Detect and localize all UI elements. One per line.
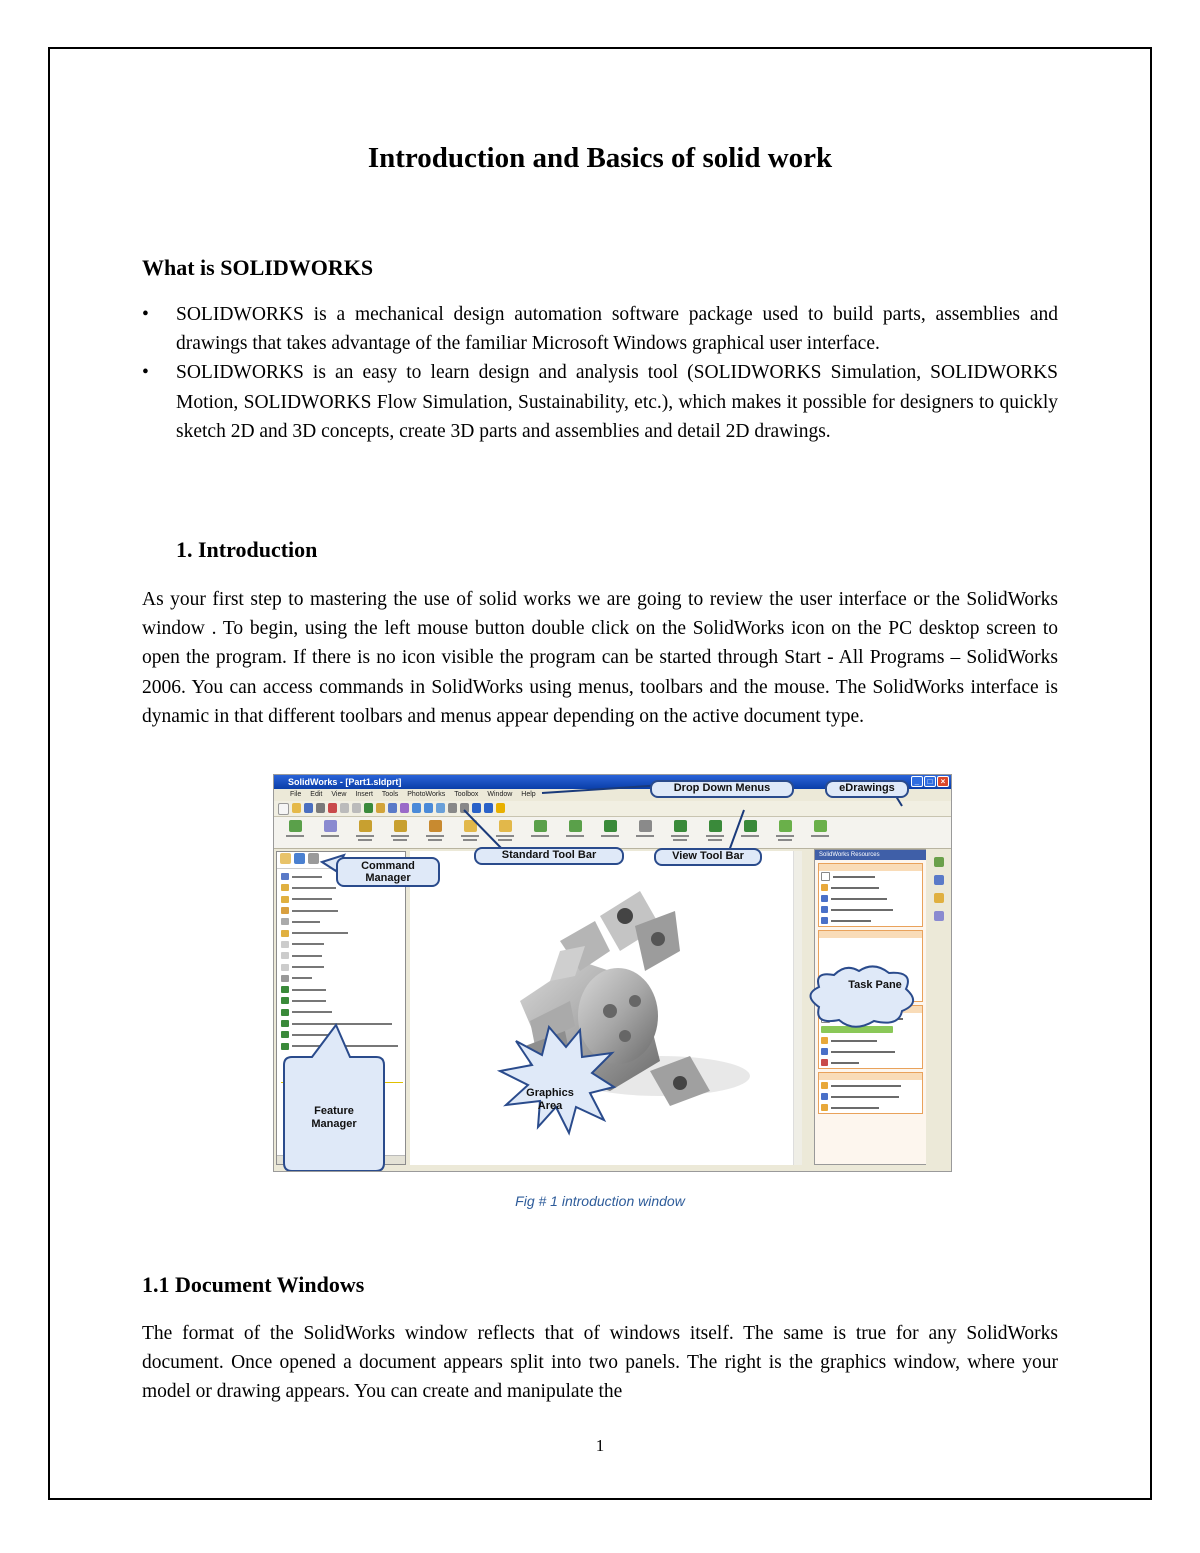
page-title: Introduction and Basics of solid work [367, 142, 833, 174]
task-pane-title: SolidWorks Resources [815, 850, 926, 860]
bullet-glyph: • [142, 304, 149, 325]
menu-edit: Edit [310, 791, 323, 798]
bullet-text: SOLIDWORKS is a mechanical design automation software package used to build parts, assemblies and drawings that takes advantage of the familiar Microsoft Windows graphical user interface. [176, 304, 1058, 355]
menu-photoworks: PhotoWorks [407, 791, 446, 798]
callout-graphics-area: Graphics Area [526, 1087, 574, 1112]
document-windows-paragraph: The format of the SolidWorks window reflects that of windows itself. The same is true for any SolidWorks document. Once opened a document appears split into two panels. The right is the graphics window, where your model or drawing appears. You can create and manipulate the [142, 1323, 1058, 1403]
window-title: SolidWorks - [Part1.sldprt] [288, 777, 402, 787]
callout-connectors [274, 775, 952, 1172]
menu-view: View [331, 791, 347, 798]
callout-task-pane: Task Pane [848, 979, 902, 991]
intro-paragraph: As your first step to mastering the use of solid works we are going to review the user interface or the SolidWorks window . To begin, using the left mouse button double click on the SolidWorks icon on the PC desktop screen to open the program. If there is no icon visible the program can be started through Start - All Programs – SolidWorks 2006. You can access commands in SolidWorks using menus, toolbars and the mouse. The SolidWorks interface is dynamic in that different toolbars and menus appear depending on the active document type. [142, 589, 1058, 727]
callout-edrawings: eDrawings [825, 780, 909, 798]
solidworks-screenshot [273, 774, 952, 1172]
menu-insert: Insert [355, 791, 373, 798]
callout-command-manager: Command Manager [336, 857, 440, 887]
figure-caption: Fig # 1 introduction window [515, 1193, 685, 1209]
callout-view-tool-bar: View Tool Bar [654, 848, 762, 866]
callout-drop-down-menus: Drop Down Menus [650, 780, 794, 798]
menu-toolbox: Toolbox [454, 791, 479, 798]
bullet-item [142, 358, 1058, 446]
heading-what-is-solidworks: What is SOLIDWORKS [142, 255, 374, 280]
menu-window: Window [487, 791, 513, 798]
bullet-text: SOLIDWORKS is an easy to learn design and analysis tool (SOLIDWORKS Simulation, SOLIDWORKS Motion, SOLIDWORKS Flow Simulation, Sustainability, etc.), which makes it possible for designers to quickly sketch 2D and 3D concepts, create 3D parts and assemblies and detail 2D drawings. [176, 362, 1058, 442]
menu-tools: Tools [381, 791, 399, 798]
close-icon: × [937, 776, 949, 787]
minimize-icon: _ [911, 776, 923, 787]
bullet-glyph: • [142, 362, 149, 384]
page-number: 1 [595, 1436, 605, 1455]
menu-file: File [290, 791, 302, 798]
bullet-item [142, 300, 1058, 358]
bullet-list [142, 300, 1058, 446]
heading-introduction: 1. Introduction [176, 537, 318, 562]
menu-help: Help [521, 791, 536, 798]
maximize-icon: □ [924, 776, 936, 787]
heading-document-windows: 1.1 Document Windows [142, 1272, 365, 1297]
callout-feature-manager: Feature Manager [311, 1105, 357, 1130]
callout-standard-tool-bar: Standard Tool Bar [474, 847, 624, 865]
